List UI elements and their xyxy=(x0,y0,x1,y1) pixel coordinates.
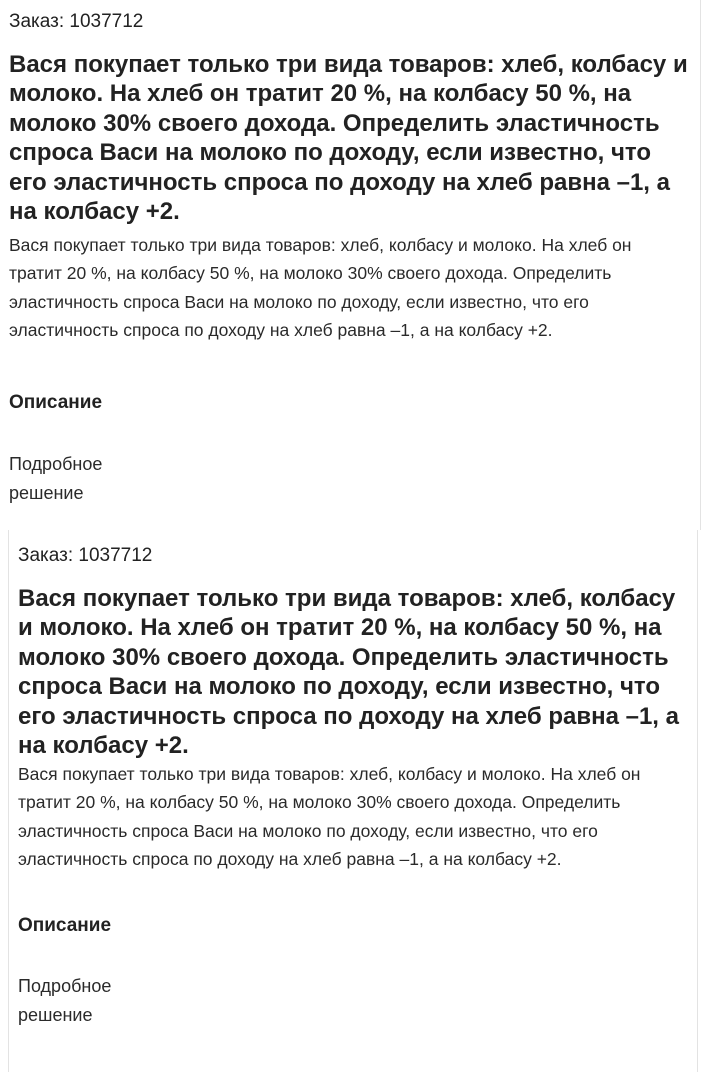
description-heading: Описание xyxy=(9,392,103,413)
detailed-solution-link[interactable]: Подробное решение xyxy=(18,976,112,1025)
order-card xyxy=(0,0,701,530)
order-card xyxy=(8,530,698,1072)
description-heading: Описание xyxy=(18,915,112,936)
detailed-solution-link[interactable]: Подробное решение xyxy=(9,454,103,503)
task-text: Вася покупает только три вида товаров: хлеб, колбасу и молоко. На хлеб он тратит 20 %, на колбасу 50 %, на молоко 30% своего дохода. Определить эластичность спроса Васи на молоко по доходу, если известно, что его эластичность спроса по доходу на хлеб равна –1, а на колбасу +2. xyxy=(18,764,641,870)
task-title: Вася покупает только три вида товаров: хлеб, колбасу и молоко. На хлеб он тратит 20 %, на колбасу 50 %, на молоко 30% своего дохода. Определить эластичность спроса Васи на молоко по доходу, если известно, что его эластичность спроса по доходу на хлеб равна –1, а на колбасу +2. xyxy=(9,51,688,226)
task-text: Вася покупает только три вида товаров: хлеб, колбасу и молоко. На хлеб он тратит 20 %, на колбасу 50 %, на молоко 30% своего дохода. Определить эластичность спроса Васи на молоко по доходу, если известно, что его эластичность спроса по доходу на хлеб равна –1, а на колбасу +2. xyxy=(9,235,632,341)
order-number: Заказ: 1037712 xyxy=(18,545,153,566)
order-number: Заказ: 1037712 xyxy=(9,11,144,32)
task-title: Вася покупает только три вида товаров: хлеб, колбасу и молоко. На хлеб он тратит 20 %, на колбасу 50 %, на молоко 30% своего дохода. Определить эластичность спроса Васи на молоко по доходу, если известно, что его эластичность спроса по доходу на хлеб равна –1, а на колбасу +2. xyxy=(18,585,679,760)
